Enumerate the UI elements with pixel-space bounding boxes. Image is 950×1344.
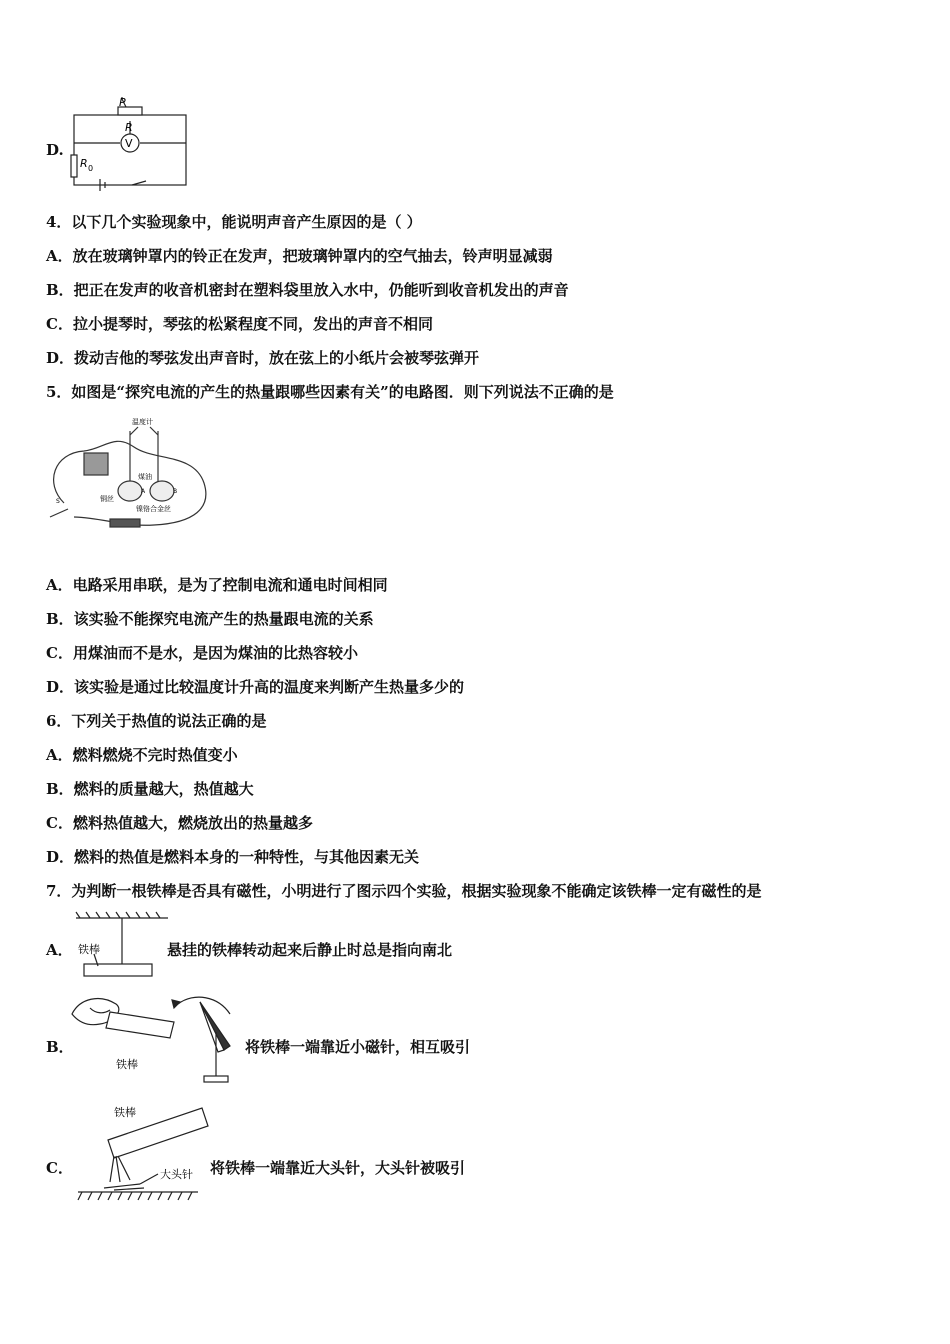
q7-option-a-label: A． <box>46 941 73 959</box>
q3-circuit-diagram <box>70 97 190 191</box>
q5-option-b: B．该实验不能探究电流产生的热量跟电流的关系 <box>46 610 374 628</box>
q5-label-b: B <box>173 488 178 495</box>
q4-option-d: D．拨动吉他的琴弦发出声音时，放在弦上的小纸片会被琴弦弹开 <box>46 349 480 367</box>
q4-option-b: B．把正在发声的收音机密封在塑料袋里放入水中，仍能听到收音机发出的声音 <box>46 281 569 299</box>
q4-option-a: A．放在玻璃钟罩内的铃正在发声，把玻璃钟罩内的空气抽去，铃声明显减弱 <box>46 247 553 265</box>
q7-option-c-label: C． <box>46 1159 73 1177</box>
q7-option-b-caption: 将铁棒一端靠近小磁针，相互吸引 <box>245 1038 471 1056</box>
q6-stem: 6．下列关于热值的说法正确的是 <box>46 712 267 730</box>
q5-label-nichrome: 镍铬合金丝 <box>136 505 171 513</box>
circuit-label-r0: R <box>80 157 88 170</box>
q7-option-a-caption: 悬挂的铁棒转动起来后静止时总是指向南北 <box>167 941 453 959</box>
circuit-label-r: R <box>125 121 133 134</box>
circuit-label-p: P <box>119 97 126 109</box>
q5-option-c: C．用煤油而不是水，是因为煤油的比热容较小 <box>46 644 358 662</box>
q4-stem: 4．以下几个实验现象中，能说明声音产生原因的是（ ） <box>46 213 422 231</box>
q7-c-figure-text2: 大头针 <box>160 1168 193 1181</box>
q7-option-c-caption: 将铁棒一端靠近大头针，大头针被吸引 <box>210 1159 466 1177</box>
q3-option-d-label: D. <box>46 141 64 159</box>
q5-stem: 5．如图是“探究电流的产生的热量跟哪些因素有关”的电路图．则下列说法不正确的是 <box>46 383 614 401</box>
q7-b-compass-figure <box>70 992 240 1086</box>
q5-option-d: D．该实验是通过比较温度计升高的温度来判断产生热量多少的 <box>46 678 465 696</box>
q6-option-c: C．燃料热值越大，燃烧放出的热量越多 <box>46 814 313 832</box>
q6-option-d: D．燃料的热值是燃料本身的一种特性，与其他因素无关 <box>46 848 420 866</box>
q5-label-thermometer: 温度计 <box>132 418 153 426</box>
q5-label-copper: 铜丝 <box>100 495 114 503</box>
q6-option-a: A．燃料燃烧不完时热值变小 <box>46 746 238 764</box>
q5-heat-experiment-figure <box>44 413 214 533</box>
q7-b-figure-text: 铁棒 <box>116 1058 138 1071</box>
q5-option-a: A．电路采用串联，是为了控制电流和通电时间相同 <box>46 576 388 594</box>
q5-label-kerosene: 煤油 <box>138 473 152 481</box>
q7-c-pins-figure <box>74 1100 210 1210</box>
q6-option-b: B．燃料的质量越大，热值越大 <box>46 780 254 798</box>
circuit-label-r0-sub: 0 <box>88 164 94 173</box>
q4-option-c: C．拉小提琴时，琴弦的松紧程度不同，发出的声音不相同 <box>46 315 433 333</box>
q7-a-figure-text: 铁棒 <box>78 943 100 956</box>
q5-label-a: A <box>141 488 146 495</box>
circuit-label-v: V <box>125 137 133 150</box>
q7-a-hanging-bar-figure <box>72 908 172 980</box>
q7-stem: 7．为判断一根铁棒是否具有磁性，小明进行了图示四个实验，根据实验现象不能确定该铁棒一定有磁性的是 <box>46 882 762 900</box>
q7-option-b-label: B． <box>46 1038 74 1056</box>
q7-c-figure-text: 铁棒 <box>114 1106 136 1119</box>
q5-label-s: S <box>56 498 60 505</box>
